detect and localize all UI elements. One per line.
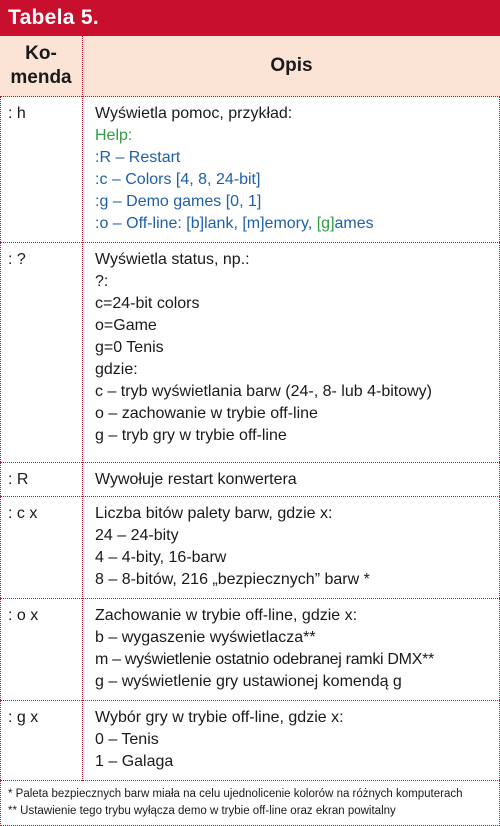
header-description bbox=[83, 36, 500, 96]
description-line: o – zachowanie w trybie off-line bbox=[95, 405, 318, 422]
description-cell bbox=[95, 503, 496, 591]
description-text: :o – Off-line: [b]lank, [m]emory, bbox=[95, 215, 317, 232]
table-title: Tabela 5. bbox=[0, 0, 500, 36]
table-row bbox=[0, 599, 500, 701]
description-cell bbox=[95, 249, 496, 447]
description-line: c=24-bit colors bbox=[95, 295, 200, 312]
description-cell bbox=[95, 103, 496, 235]
description-line: c – tryb wyświetlania barw (24-, 8- lub 4-bitowy) bbox=[95, 383, 433, 400]
command-cell: : ? bbox=[8, 251, 26, 268]
description-line: Wyświetla status, np.: bbox=[95, 251, 250, 268]
description-line: gdzie: bbox=[95, 361, 138, 378]
description-line: 4 – 4-bity, 16-barw bbox=[95, 549, 227, 566]
description-line: Wybór gry w trybie off-line, gdzie x: bbox=[95, 709, 344, 726]
description-line: m – wyświetlenie ostatnio odebranej ramki DMX** bbox=[95, 651, 434, 668]
command-cell: : h bbox=[8, 105, 26, 122]
description-line: 0 – Tenis bbox=[95, 731, 159, 748]
description-line: :g – Demo games [0, 1] bbox=[95, 193, 262, 210]
description-line: Help: bbox=[95, 127, 133, 144]
header-command-label: Ko- menda bbox=[10, 43, 72, 88]
command-cell: : R bbox=[8, 471, 29, 488]
command-cell: : o x bbox=[8, 607, 39, 624]
table-header bbox=[0, 36, 500, 97]
table-row bbox=[0, 243, 500, 463]
table-row bbox=[0, 497, 500, 599]
table-row bbox=[0, 97, 500, 243]
command-cell: : c x bbox=[8, 505, 38, 522]
description-cell bbox=[95, 605, 496, 693]
table-row bbox=[0, 701, 500, 781]
header-description-label: Opis bbox=[270, 55, 313, 76]
description-line: b – wygaszenie wyświetlacza** bbox=[95, 629, 316, 646]
description-line: Wywołuje restart konwertera bbox=[95, 471, 297, 488]
description-cell bbox=[95, 469, 496, 491]
footnotes bbox=[8, 786, 496, 820]
header-command bbox=[0, 36, 82, 96]
footnote: ** Ustawienie tego trybu wyłącza demo w trybie off-line oraz ekran powitalny bbox=[8, 805, 396, 817]
description-line: Liczba bitów palety barw, gdzie x: bbox=[95, 505, 333, 522]
description-line: Wyświetla pomoc, przykład: bbox=[95, 105, 293, 122]
description-line: Zachowanie w trybie off-line, gdzie x: bbox=[95, 607, 358, 624]
description-cell bbox=[95, 707, 496, 773]
description-line: g – wyświetlenie gry ustawionej komendą g bbox=[95, 673, 402, 690]
description-text: ames bbox=[334, 215, 374, 232]
description-line: :R – Restart bbox=[95, 149, 181, 166]
footnote: * Paleta bezpiecznych barw miała na celu ujednolicenie kolorów na różnych komputerach bbox=[8, 788, 463, 800]
description-line: ?: bbox=[95, 273, 109, 290]
description-line bbox=[95, 213, 496, 235]
command-cell: : g x bbox=[8, 709, 39, 726]
description-line: 8 – 8-bitów, 216 „bezpiecznych” barw * bbox=[95, 571, 370, 588]
description-line: 24 – 24-bity bbox=[95, 527, 179, 544]
description-line: g – tryb gry w trybie off-line bbox=[95, 427, 287, 444]
description-line: o=Game bbox=[95, 317, 157, 334]
table-row bbox=[0, 463, 500, 497]
description-text: [g] bbox=[316, 215, 335, 232]
description-line: :c – Colors [4, 8, 24-bit] bbox=[95, 171, 261, 188]
description-line: g=0 Tenis bbox=[95, 339, 164, 356]
description-line: 1 – Galaga bbox=[95, 753, 174, 770]
